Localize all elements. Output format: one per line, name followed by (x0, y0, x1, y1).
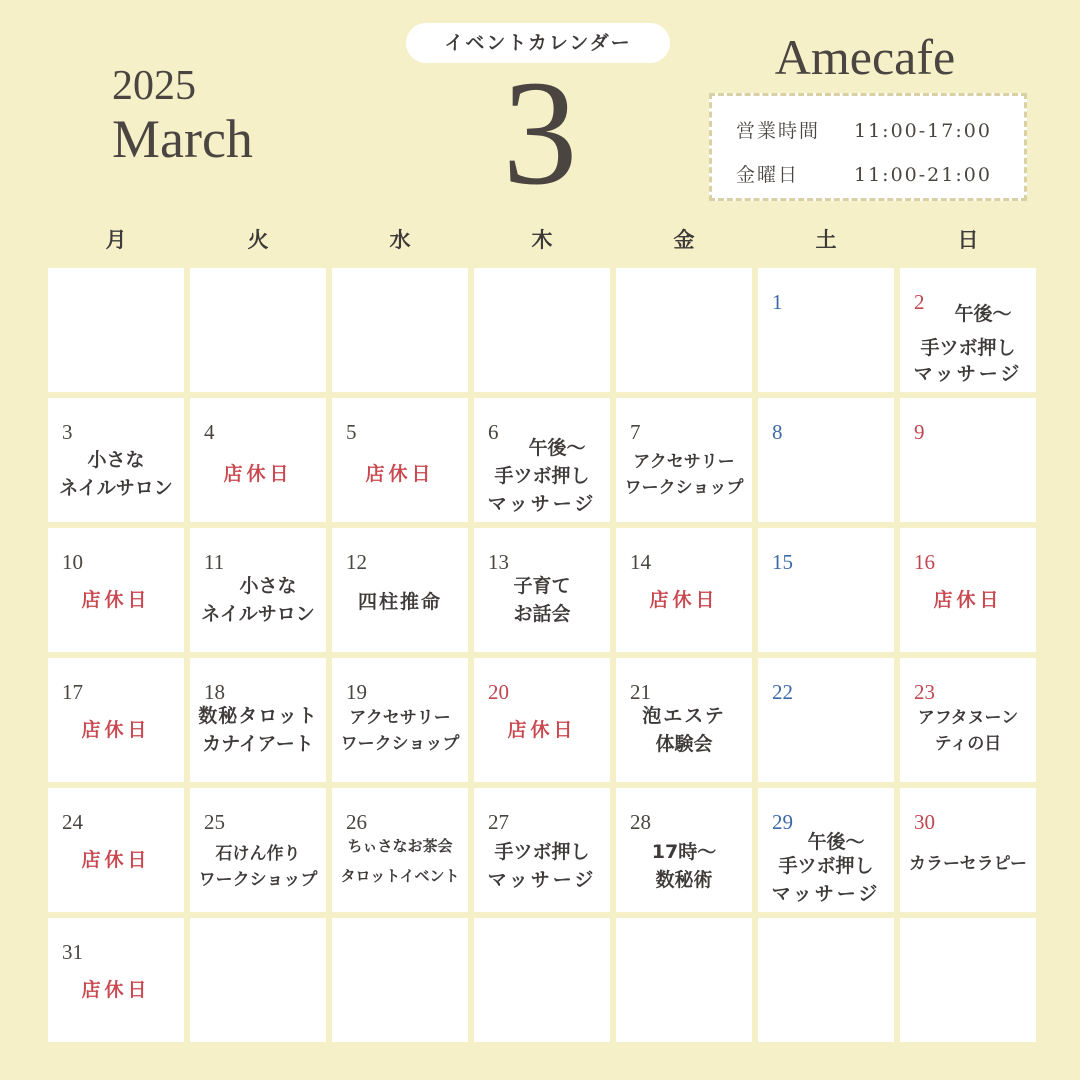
event-line: 手ツボ押し (494, 841, 590, 863)
day-number: 7 (630, 420, 641, 444)
event-line: ティの日 (934, 734, 1002, 754)
month-number: 3 (502, 50, 578, 216)
calendar-cell-empty (900, 918, 1036, 1042)
event-line: お話会 (513, 603, 571, 625)
calendar-cell-day-11[interactable] (190, 528, 326, 652)
calendar-cell-day-25[interactable] (190, 788, 326, 912)
day-number: 21 (630, 680, 651, 704)
calendar-cell-day-28[interactable] (616, 788, 752, 912)
day-number: 19 (346, 680, 367, 704)
calendar-cell-day-30[interactable] (900, 788, 1036, 912)
event-line: ネイルサロン (201, 603, 315, 625)
closed-label: 店休日 (365, 463, 435, 485)
event-line: 数秘術 (655, 869, 713, 891)
calendar-cell-day-13[interactable] (474, 528, 610, 652)
calendar-cell-empty (332, 268, 468, 392)
event-line: 四柱推命 (357, 591, 442, 613)
hours-label: 金曜日 (736, 164, 800, 186)
event-line: 石けん作り (215, 844, 301, 864)
day-number: 8 (772, 420, 783, 444)
weekday-header-sun: 日 (957, 228, 979, 252)
calendar-cell-day-20[interactable] (474, 658, 610, 782)
closed-label: 店休日 (223, 463, 293, 485)
hours-time: 11:00-21:00 (854, 164, 992, 186)
day-number: 2 (914, 290, 925, 314)
day-number: 22 (772, 680, 793, 704)
calendar-cell-day-19[interactable] (332, 658, 468, 782)
event-line: 子育て (513, 575, 571, 597)
event-line: 午後～ (954, 303, 1012, 325)
calendar-cell-day-14[interactable] (616, 528, 752, 652)
event-line: アフタヌーン (917, 708, 1019, 728)
calendar-cell-day-21[interactable] (616, 658, 752, 782)
closed-label: 店休日 (81, 589, 151, 611)
closed-label: 店休日 (649, 589, 719, 611)
weekday-header-sat: 土 (815, 228, 837, 252)
calendar-cell-empty (616, 918, 752, 1042)
calendar-cell-empty (474, 268, 610, 392)
day-number: 11 (204, 550, 225, 574)
calendar-cell-day-27[interactable] (474, 788, 610, 912)
calendar-cell-day-9[interactable] (900, 398, 1036, 522)
closed-label: 店休日 (81, 979, 151, 1001)
closed-label: 店休日 (81, 719, 151, 741)
hours-row-regular (736, 116, 992, 143)
event-line: ワークショップ (340, 734, 460, 754)
calendar-cell-day-17[interactable] (48, 658, 184, 782)
weekday-header-wed: 水 (389, 228, 411, 252)
event-line: アクセサリー (633, 452, 735, 472)
hours-row-friday (736, 160, 992, 187)
event-line: ちぃさなお茶会 (347, 837, 453, 855)
calendar-cell-day-22[interactable] (758, 658, 894, 782)
event-line: 手ツボ押し (920, 337, 1016, 359)
calendar-cell-empty (616, 268, 752, 392)
calendar-cell-empty (190, 918, 326, 1042)
calendar-cell-day-23[interactable] (900, 658, 1036, 782)
calendar-cell-day-1[interactable] (758, 268, 894, 392)
shop-name: Amecafe (774, 29, 956, 85)
day-number: 9 (914, 420, 925, 444)
calendar-cell-day-24[interactable] (48, 788, 184, 912)
day-number: 23 (914, 680, 935, 704)
calendar-cell-day-10[interactable] (48, 528, 184, 652)
event-line: カラーセラピー (909, 854, 1027, 874)
weekday-header-thu: 木 (531, 228, 553, 252)
day-number: 31 (62, 940, 83, 964)
weekday-header-mon: 月 (105, 228, 127, 252)
event-line: マッサージ (487, 493, 597, 515)
calendar-cell-day-18[interactable] (190, 658, 326, 782)
calendar-cell-day-3[interactable] (48, 398, 184, 522)
day-number: 1 (772, 290, 783, 314)
day-number: 29 (772, 810, 793, 834)
event-line: マッサージ (913, 363, 1023, 385)
day-number: 17 (62, 680, 83, 704)
calendar-cell-day-15[interactable] (758, 528, 894, 652)
month-name-label: March (112, 109, 253, 169)
day-number: 20 (488, 680, 509, 704)
day-number: 12 (346, 550, 367, 574)
calendar-cell-empty (474, 918, 610, 1042)
calendar-cell-day-6[interactable] (474, 398, 610, 522)
event-line: ネイルサロン (59, 477, 173, 499)
closed-label: 店休日 (507, 719, 577, 741)
day-number: 16 (914, 550, 935, 574)
event-line: マッサージ (487, 869, 597, 891)
calendar-cell-day-12[interactable] (332, 528, 468, 652)
event-line: マッサージ (771, 883, 881, 905)
weekday-header-fri: 金 (673, 228, 695, 252)
calendar-cell-day-7[interactable] (616, 398, 752, 522)
calendar-cell-empty (48, 268, 184, 392)
day-number: 6 (488, 420, 499, 444)
event-line: カナイアート (202, 733, 314, 755)
day-number: 24 (62, 810, 83, 834)
event-line: タロットイベント (340, 867, 460, 885)
day-number: 27 (488, 810, 509, 834)
hours-label: 営業時間 (736, 120, 821, 142)
day-number: 18 (204, 680, 225, 704)
day-number: 30 (914, 810, 935, 834)
hours-time: 11:00-17:00 (854, 120, 992, 142)
event-line: ワークショップ (624, 478, 744, 498)
event-line: 小さな (239, 575, 297, 597)
event-calendar-badge: イベントカレンダー (406, 23, 670, 63)
calendar-cell-day-4[interactable] (190, 398, 326, 522)
day-number: 15 (772, 550, 793, 574)
calendar-cell-day-8[interactable] (758, 398, 894, 522)
weekday-header-tue: 火 (247, 228, 269, 252)
day-number: 14 (630, 550, 651, 574)
event-line: 数秘タロット (198, 705, 318, 727)
calendar-cell-day-31[interactable] (48, 918, 184, 1042)
event-line: 手ツボ押し (778, 855, 874, 877)
day-number: 28 (630, 810, 651, 834)
day-number: 5 (346, 420, 357, 444)
event-line: 17時～ (651, 841, 717, 863)
closed-label: 店休日 (933, 589, 1003, 611)
calendar-cell-empty (190, 268, 326, 392)
calendar-cell-empty (758, 918, 894, 1042)
day-number: 10 (62, 550, 83, 574)
day-number: 25 (204, 810, 225, 834)
calendar-cell-day-16[interactable] (900, 528, 1036, 652)
event-line: 午後～ (528, 437, 586, 459)
day-number: 4 (204, 420, 215, 444)
day-number: 13 (488, 550, 509, 574)
calendar-cell-day-2[interactable] (900, 268, 1036, 392)
event-line: 手ツボ押し (494, 465, 590, 487)
event-line: 午後～ (807, 831, 865, 853)
calendar-cell-day-26[interactable] (332, 788, 468, 912)
year-label: 2025 (112, 63, 196, 109)
event-line: 小さな (87, 449, 145, 471)
event-line: アクセサリー (349, 708, 451, 728)
business-hours-box (709, 93, 1027, 201)
event-line: 体験会 (655, 733, 713, 755)
calendar-cell-day-5[interactable] (332, 398, 468, 522)
closed-label: 店休日 (81, 849, 151, 871)
calendar-cell-day-29[interactable] (758, 788, 894, 912)
day-number: 3 (62, 420, 73, 444)
day-number: 26 (346, 810, 367, 834)
event-line: 泡エステ (642, 705, 726, 727)
calendar-cell-empty (332, 918, 468, 1042)
event-line: ワークショップ (198, 870, 318, 890)
